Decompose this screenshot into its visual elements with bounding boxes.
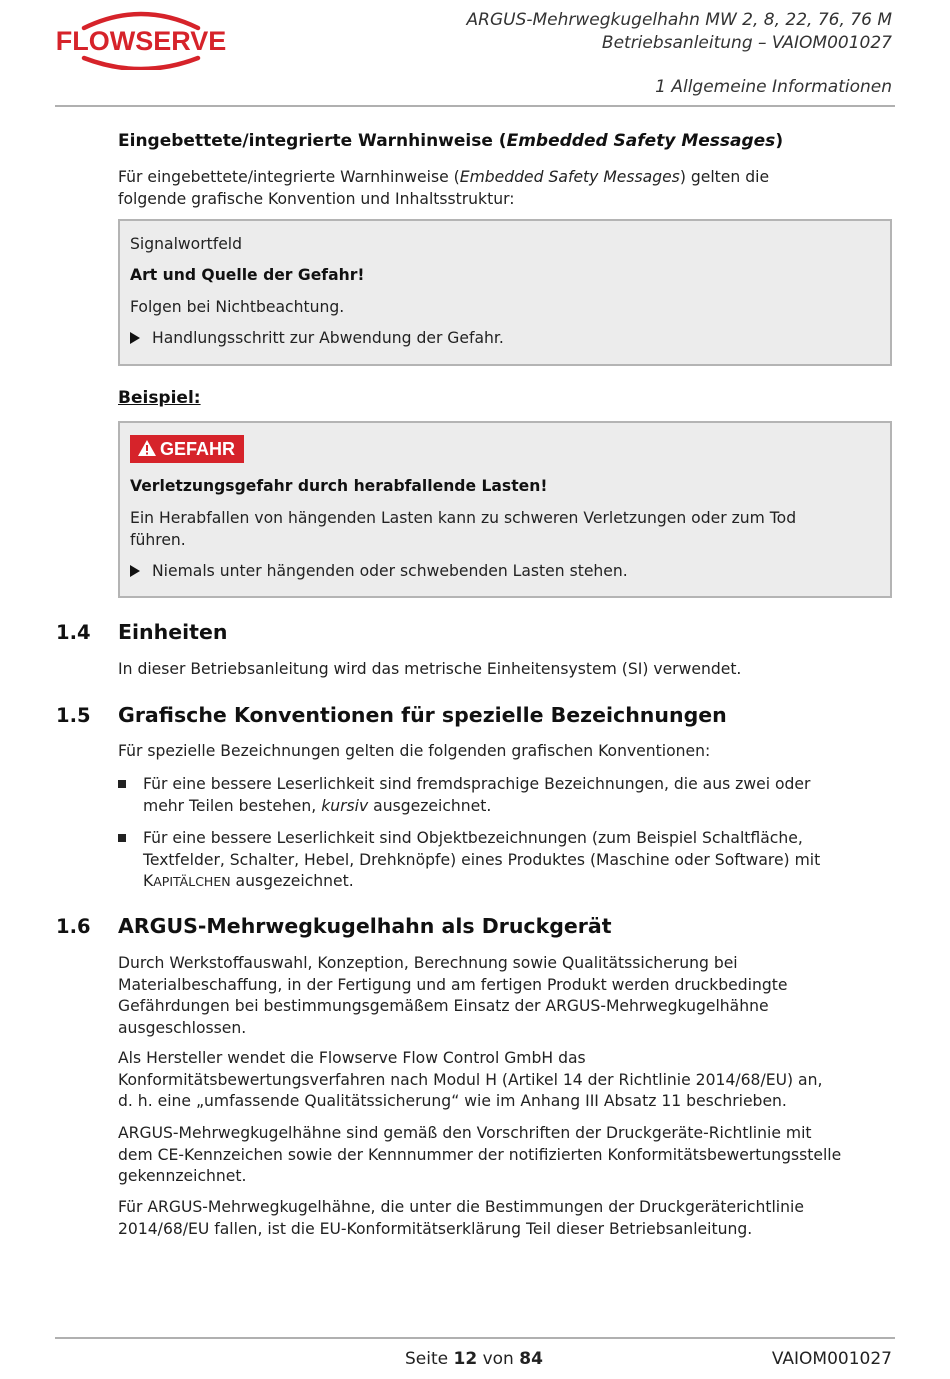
warning-triangle-icon <box>137 439 157 457</box>
example-label: Beispiel: <box>118 388 201 408</box>
section-1-4-title: Einheiten <box>118 620 228 644</box>
section-1-5-intro: Für spezielle Bezeichnungen gelten die folgenden grafischen Konventionen: <box>118 742 711 760</box>
section-1-4-text: In dieser Betriebsanleitung wird das metrische Einheitensystem (SI) verwendet. <box>118 660 742 678</box>
list-item: Für eine bessere Leserlichkeit sind Objektbezeichnungen (zum Beispiel Schaltfläche, Textfelder, Schalter, Hebel, Drehknöpfe) eines Produktes (Maschine oder Software) mit KAPITÄLCHEN ausgezeichnet. <box>118 828 878 894</box>
flowserve-logo <box>56 8 226 70</box>
bullet-icon <box>118 834 126 842</box>
section-1-6-paragraph-3: ARGUS-Mehrwegkugelhähne sind gemäß den Vorschriften der Druckgeräte-Richtlinie mit dem CE-Kennzeichen sowie der Kennnummer der notifizierten Konformitätsbewertungsstelle gekennzeichnet. <box>118 1124 842 1185</box>
embedded-heading: Eingebettete/integrierte Warnhinweise (Embedded Safety Messages) <box>118 131 784 151</box>
consequence-text: Folgen bei Nichtbeachtung. <box>130 298 345 316</box>
embedded-intro: Für eingebettete/integrierte Warnhinweise (Embedded Safety Messages) gelten die folgende grafische Konvention und Inhaltsstruktur: <box>118 168 770 208</box>
section-1-5-number: 1.5 <box>56 704 91 727</box>
danger-label: GEFAHR <box>160 439 236 459</box>
section-1-6-title: ARGUS-Mehrwegkugelhahn als Druckgerät <box>118 914 612 938</box>
section-1-6-paragraph-1: Durch Werkstoffauswahl, Konzeption, Berechnung sowie Qualitätssicherung bei Materialbeschaffung, in der Fertigung und am fertigen Produkt werden druckbedingte Gefährdungen bei bestimmungsgemäßem Einsatz der ARGUS-Mehrwegkugelhähne ausgeschlossen. <box>118 954 788 1037</box>
signal-word-field: Signalwortfeld <box>130 235 243 253</box>
logo-text: FLOWSERVE <box>56 26 226 56</box>
section-1-6-paragraph-2: Als Hersteller wendet die Flowserve Flow Control GmbH das Konformitätsbewertungsverfahren nach Modul H (Artikel 14 der Richtlinie 2014/68/EU) an, d. h. eine „umfassende Qualitätssicherung“ wie im Anhang III Absatz 11 beschrieben. <box>118 1049 823 1110</box>
footer-rule <box>55 1337 895 1339</box>
document-id: VAIOM001027 <box>771 1349 892 1369</box>
bullet-icon <box>118 780 126 788</box>
example-consequence-text: Ein Herabfallen von hängenden Lasten kann zu schweren Verletzungen oder zum Tod führen. <box>130 509 797 549</box>
arrow-icon <box>130 565 140 577</box>
arrow-icon <box>130 332 140 344</box>
chapter-title: 1 Allgemeine Informationen <box>655 77 892 97</box>
danger-badge <box>130 435 244 463</box>
section-1-6-paragraph-4: Für ARGUS-Mehrwegkugelhähne, die unter die Bestimmungen der Druckgeräterichtlinie 2014/68/EU fallen, ist die EU-Konformitätserklärung Teil dieser Betriebsanleitung. <box>118 1198 804 1238</box>
section-1-5-title: Grafische Konventionen für spezielle Bezeichnungen <box>118 703 727 727</box>
example-hazard-text: Verletzungsgefahr durch herabfallende Lasten! <box>130 477 548 495</box>
document-title: ARGUS-Mehrwegkugelhahn MW 2, 8, 22, 76, 76 M <box>466 10 892 30</box>
list-item: Für eine bessere Leserlichkeit sind fremdsprachige Bezeichnungen, die aus zwei oder mehr Teilen bestehen, kursiv ausgezeichnet. <box>118 774 878 818</box>
hazard-text: Art und Quelle der Gefahr! <box>130 266 365 284</box>
action-step: Handlungsschritt zur Abwendung der Gefahr. <box>130 328 880 350</box>
page-number: Seite 12 von 84 <box>405 1349 543 1369</box>
document-subtitle: Betriebsanleitung – VAIOM001027 <box>601 33 892 53</box>
section-1-4-number: 1.4 <box>56 621 91 644</box>
safety-message-template-box <box>118 219 892 366</box>
header-rule <box>55 105 895 107</box>
example-action-step: Niemals unter hängenden oder schwebenden Lasten stehen. <box>130 561 880 583</box>
section-1-6-number: 1.6 <box>56 915 91 938</box>
example-warning-box <box>118 421 892 598</box>
